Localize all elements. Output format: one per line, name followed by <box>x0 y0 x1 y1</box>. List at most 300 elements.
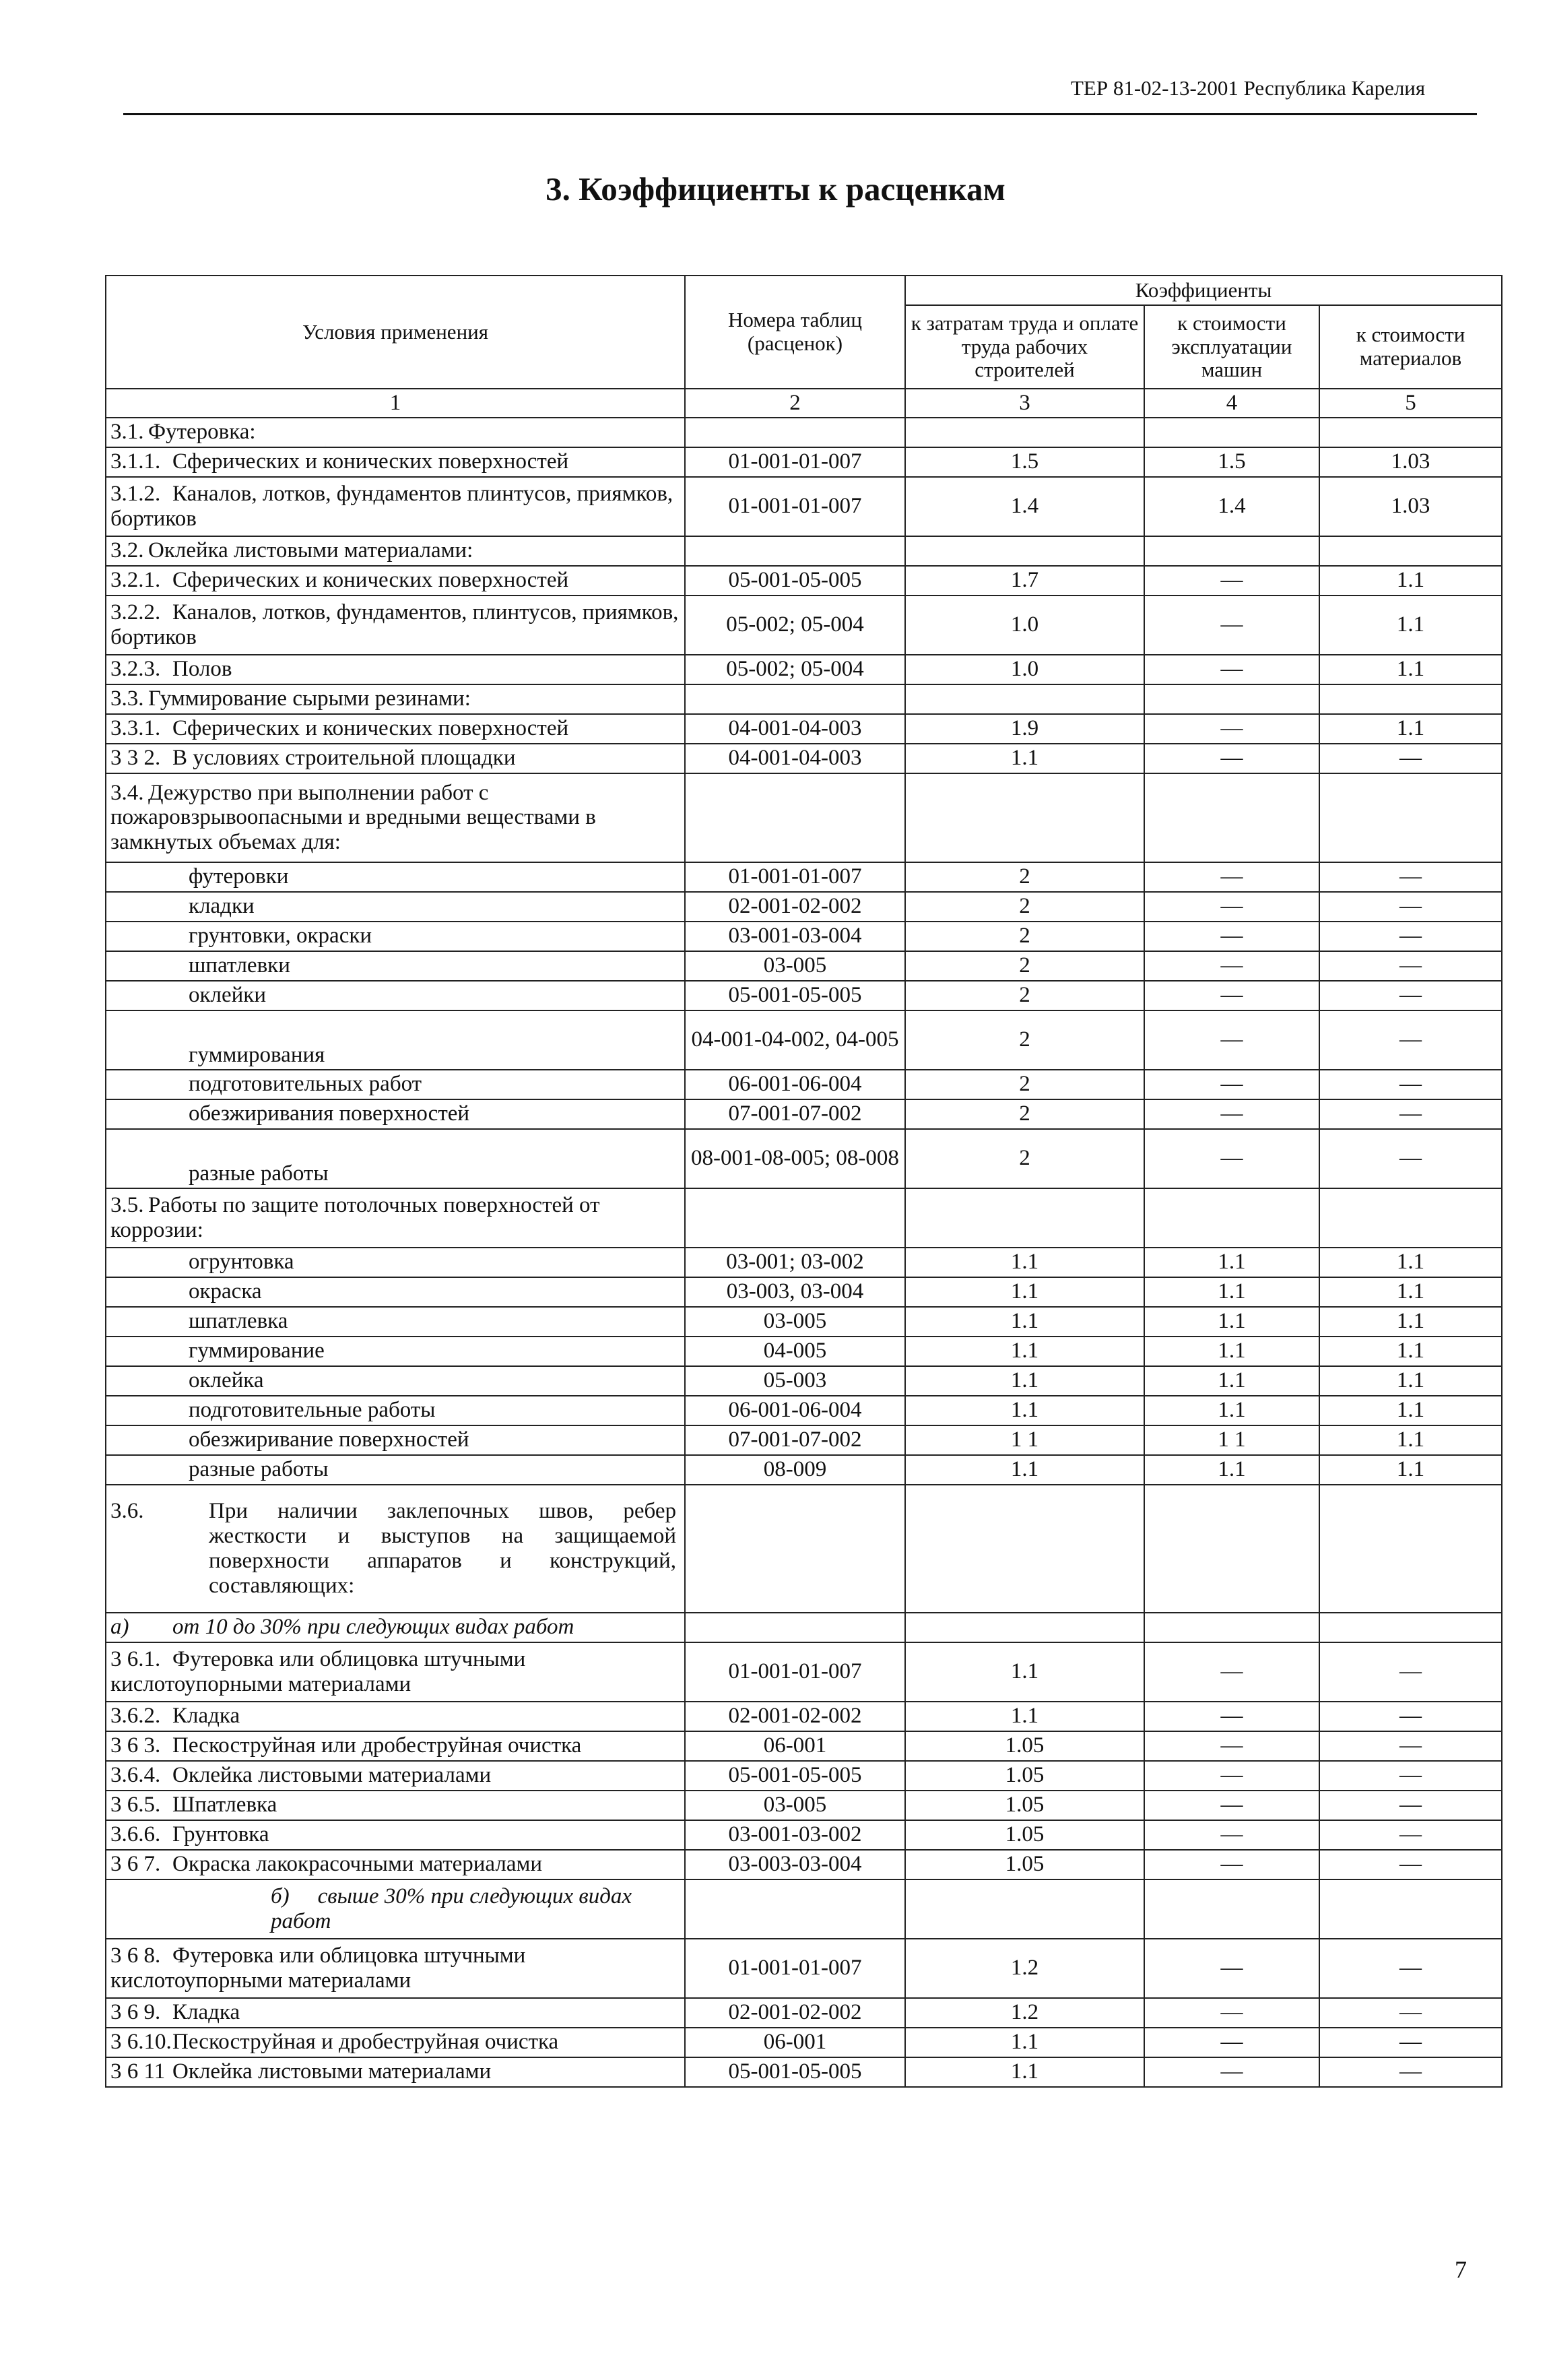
column-index-5: 5 <box>1319 389 1502 418</box>
table-row <box>106 1425 1502 1455</box>
materials-coefficient-cell: 1.03 <box>1319 447 1502 477</box>
table-row <box>106 1188 1502 1248</box>
machines-coefficient-cell <box>1144 773 1319 862</box>
row-text: подготовительные работы <box>189 1398 436 1423</box>
materials-coefficient-cell: — <box>1319 862 1502 892</box>
table-numbers-cell: 01-001-01-007 <box>685 1939 905 1998</box>
table-numbers-cell: 02-001-02-002 <box>685 892 905 922</box>
materials-coefficient-cell: — <box>1319 1070 1502 1099</box>
table-row <box>106 566 1502 596</box>
row-text: Пескоструйная или дробеструйная очистка <box>172 1733 582 1758</box>
coefficients-table <box>105 275 1503 2088</box>
labor-coefficient-cell: 1.1 <box>905 1366 1144 1396</box>
table-row <box>106 1010 1502 1070</box>
row-number: 3 6.10. <box>110 2030 172 2055</box>
condition-cell <box>106 1761 685 1791</box>
materials-coefficient-cell: — <box>1319 2028 1502 2057</box>
table-numbers-cell: 05-001-05-005 <box>685 566 905 596</box>
machines-coefficient-cell: — <box>1144 1761 1319 1791</box>
labor-coefficient-cell: 2 <box>905 1099 1144 1129</box>
row-text: огрунтовка <box>189 1250 294 1275</box>
materials-coefficient-cell: 1.1 <box>1319 1307 1502 1337</box>
labor-coefficient-cell: 1.1 <box>905 1455 1144 1485</box>
materials-coefficient-cell <box>1319 1188 1502 1248</box>
table-row <box>106 1731 1502 1761</box>
machines-coefficient-cell <box>1144 1485 1319 1613</box>
labor-coefficient-cell: 1.4 <box>905 477 1144 536</box>
labor-coefficient-cell: 1.05 <box>905 1820 1144 1850</box>
machines-coefficient-cell <box>1144 1879 1319 1939</box>
table-numbers-cell <box>685 1188 905 1248</box>
machines-coefficient-cell: — <box>1144 1791 1319 1820</box>
row-number: 3.1.2. <box>110 482 161 506</box>
labor-coefficient-cell: 1 1 <box>905 1425 1144 1455</box>
condition-cell <box>106 1129 685 1188</box>
labor-coefficient-cell <box>905 1485 1144 1613</box>
row-number: а) <box>110 1615 129 1640</box>
machines-coefficient-cell: — <box>1144 1099 1319 1129</box>
table-numbers-cell: 05-001-05-005 <box>685 1761 905 1791</box>
labor-coefficient-cell: 2 <box>905 1129 1144 1188</box>
machines-coefficient-cell: — <box>1144 1850 1319 1879</box>
table-numbers-cell: 03-005 <box>685 951 905 981</box>
labor-coefficient-cell: 1.1 <box>905 2057 1144 2087</box>
table-row <box>106 981 1502 1010</box>
labor-coefficient-cell: 1.0 <box>905 596 1144 655</box>
row-number: 3.3.1. <box>110 716 161 741</box>
header-machines: к стоимости эксплуатации машин <box>1144 305 1319 389</box>
materials-coefficient-cell: — <box>1319 1010 1502 1070</box>
materials-coefficient-cell: — <box>1319 1761 1502 1791</box>
condition-cell <box>106 1939 685 1998</box>
table-numbers-cell: 01-001-01-007 <box>685 477 905 536</box>
row-number: 3 6 8. <box>110 1943 161 1968</box>
table-numbers-cell: 02-001-02-002 <box>685 1998 905 2028</box>
condition-cell <box>106 744 685 773</box>
machines-coefficient-cell: — <box>1144 862 1319 892</box>
condition-cell <box>106 1850 685 1879</box>
machines-coefficient-cell: — <box>1144 596 1319 655</box>
labor-coefficient-cell: 2 <box>905 862 1144 892</box>
condition-cell <box>106 1425 685 1455</box>
table-row <box>106 1070 1502 1099</box>
table-numbers-cell: 04-001-04-003 <box>685 744 905 773</box>
table-row <box>106 1455 1502 1485</box>
table-row <box>106 951 1502 981</box>
table-numbers-cell <box>685 1485 905 1613</box>
materials-coefficient-cell: 1.03 <box>1319 477 1502 536</box>
labor-coefficient-cell: 1.1 <box>905 1702 1144 1731</box>
table-row <box>106 1485 1502 1613</box>
machines-coefficient-cell: — <box>1144 1129 1319 1188</box>
header-coefficients: Коэффициенты <box>905 276 1502 305</box>
table-numbers-cell: 03-003, 03-004 <box>685 1277 905 1307</box>
labor-coefficient-cell: 1.9 <box>905 714 1144 744</box>
row-text: Шпатлевка <box>172 1793 277 1818</box>
table-row <box>106 862 1502 892</box>
machines-coefficient-cell: 1.1 <box>1144 1337 1319 1366</box>
header-materials: к стоимости материалов <box>1319 305 1502 389</box>
condition-cell <box>106 951 685 981</box>
materials-coefficient-cell <box>1319 418 1502 447</box>
row-text: кладки <box>189 894 255 919</box>
table-numbers-cell: 01-001-01-007 <box>685 862 905 892</box>
condition-cell <box>106 1613 685 1642</box>
header-table-numbers: Номера таблиц (расценок) <box>685 276 905 389</box>
row-text: разные работы <box>189 1161 329 1186</box>
labor-coefficient-cell: 2 <box>905 981 1144 1010</box>
labor-coefficient-cell <box>905 1613 1144 1642</box>
header-labor: к затратам труда и оплате труда рабочих строителей <box>905 305 1144 389</box>
labor-coefficient-cell: 1.1 <box>905 744 1144 773</box>
table-numbers-cell: 03-005 <box>685 1791 905 1820</box>
machines-coefficient-cell: — <box>1144 1998 1319 2028</box>
row-number: 3 6.1. <box>110 1647 161 1671</box>
table-row <box>106 536 1502 566</box>
condition-cell <box>106 1485 685 1613</box>
row-number: 3.1.1. <box>110 449 161 474</box>
table-row <box>106 2028 1502 2057</box>
table-row <box>106 1099 1502 1129</box>
row-text: шпатлевка <box>189 1309 288 1334</box>
table-numbers-cell: 03-001-03-002 <box>685 1820 905 1850</box>
labor-coefficient-cell: 1.2 <box>905 1998 1144 2028</box>
table-numbers-cell <box>685 418 905 447</box>
table-row <box>106 1998 1502 2028</box>
machines-coefficient-cell: — <box>1144 1939 1319 1998</box>
table-numbers-cell: 05-002; 05-004 <box>685 655 905 684</box>
materials-coefficient-cell: — <box>1319 1998 1502 2028</box>
condition-cell <box>106 773 685 862</box>
table-numbers-cell: 05-001-05-005 <box>685 981 905 1010</box>
row-number: 3 6 7. <box>110 1852 161 1877</box>
table-row <box>106 1939 1502 1998</box>
table-row <box>106 477 1502 536</box>
condition-cell <box>106 1277 685 1307</box>
table-row <box>106 892 1502 922</box>
labor-coefficient-cell: 1.7 <box>905 566 1144 596</box>
materials-coefficient-cell: 1.1 <box>1319 714 1502 744</box>
table-numbers-cell: 08-001-08-005; 08-008 <box>685 1129 905 1188</box>
row-text: Грунтовка <box>172 1822 269 1847</box>
labor-coefficient-cell <box>905 1879 1144 1939</box>
condition-cell <box>106 1455 685 1485</box>
row-number: 3.6.4. <box>110 1763 161 1788</box>
row-number: 3.6.6. <box>110 1822 161 1847</box>
row-text: свыше 30% при следующих видах работ <box>271 1884 632 1933</box>
table-numbers-cell: 07-001-07-002 <box>685 1099 905 1129</box>
table-row <box>106 1820 1502 1850</box>
table-row <box>106 1277 1502 1307</box>
labor-coefficient-cell: 1.1 <box>905 1277 1144 1307</box>
table-row <box>106 1337 1502 1366</box>
row-text: обезжиривания поверхностей <box>189 1101 470 1126</box>
condition-cell <box>106 447 685 477</box>
row-text: Футеровка или облицовка штучными кислотоупорными материалами <box>110 1943 526 1993</box>
column-index-2: 2 <box>685 389 905 418</box>
condition-cell <box>106 684 685 714</box>
materials-coefficient-cell: — <box>1319 1731 1502 1761</box>
machines-coefficient-cell: — <box>1144 951 1319 981</box>
machines-coefficient-cell: — <box>1144 566 1319 596</box>
labor-coefficient-cell: 1.1 <box>905 1396 1144 1425</box>
table-row <box>106 418 1502 447</box>
row-number: 3 3 2. <box>110 746 161 771</box>
condition-cell <box>106 596 685 655</box>
labor-coefficient-cell: 2 <box>905 892 1144 922</box>
table-numbers-cell: 08-009 <box>685 1455 905 1485</box>
machines-coefficient-cell: — <box>1144 1070 1319 1099</box>
table-row <box>106 1702 1502 1731</box>
labor-coefficient-cell <box>905 773 1144 862</box>
condition-cell <box>106 1791 685 1820</box>
table-numbers-cell <box>685 684 905 714</box>
condition-cell <box>106 2057 685 2087</box>
labor-coefficient-cell: 1.05 <box>905 1761 1144 1791</box>
row-text: Сферических и конических поверхностей <box>172 716 569 741</box>
condition-cell <box>106 1642 685 1702</box>
labor-coefficient-cell: 1.5 <box>905 447 1144 477</box>
condition-cell <box>106 1337 685 1366</box>
labor-coefficient-cell: 2 <box>905 1010 1144 1070</box>
table-numbers-cell: 06-001 <box>685 1731 905 1761</box>
machines-coefficient-cell: 1.4 <box>1144 477 1319 536</box>
condition-cell <box>106 1010 685 1070</box>
materials-coefficient-cell: 1.1 <box>1319 1425 1502 1455</box>
table-row <box>106 1879 1502 1939</box>
header-conditions: Условия применения <box>106 276 685 389</box>
row-text: Оклейка листовыми материалами <box>172 2059 492 2084</box>
materials-coefficient-cell: 1.1 <box>1319 1366 1502 1396</box>
table-numbers-cell <box>685 1879 905 1939</box>
machines-coefficient-cell: — <box>1144 1820 1319 1850</box>
machines-coefficient-cell: — <box>1144 981 1319 1010</box>
materials-coefficient-cell: 1.1 <box>1319 566 1502 596</box>
table-numbers-cell: 07-001-07-002 <box>685 1425 905 1455</box>
materials-coefficient-cell: 1.1 <box>1319 1248 1502 1277</box>
condition-cell <box>106 922 685 951</box>
labor-coefficient-cell: 1.05 <box>905 1791 1144 1820</box>
row-text: Футеровка или облицовка штучными кислотоупорными материалами <box>110 1647 526 1696</box>
condition-cell <box>106 892 685 922</box>
machines-coefficient-cell: 1.1 <box>1144 1307 1319 1337</box>
row-text: Сферических и конических поверхностей <box>172 449 569 474</box>
row-text: Оклейка листовыми материалами <box>172 1763 492 1788</box>
table-numbers-cell: 06-001-06-004 <box>685 1396 905 1425</box>
labor-coefficient-cell: 1.1 <box>905 1642 1144 1702</box>
table-row <box>106 1366 1502 1396</box>
row-number: 3.3. <box>110 686 144 711</box>
condition-cell <box>106 714 685 744</box>
table-row <box>106 744 1502 773</box>
materials-coefficient-cell: — <box>1319 922 1502 951</box>
table-row <box>106 1850 1502 1879</box>
table-numbers-cell: 05-001-05-005 <box>685 2057 905 2087</box>
materials-coefficient-cell <box>1319 684 1502 714</box>
materials-coefficient-cell: — <box>1319 1791 1502 1820</box>
row-number: 3.6. <box>110 1499 144 1524</box>
row-number: б) <box>271 1884 290 1908</box>
column-index-3: 3 <box>905 389 1144 418</box>
machines-coefficient-cell: 1 1 <box>1144 1425 1319 1455</box>
condition-cell <box>106 1070 685 1099</box>
condition-cell <box>106 1879 685 1939</box>
row-text: В условиях строительной площадки <box>172 746 516 771</box>
labor-coefficient-cell <box>905 684 1144 714</box>
labor-coefficient-cell: 1.05 <box>905 1731 1144 1761</box>
row-text: Кладка <box>172 2000 240 2025</box>
table-numbers-cell: 04-005 <box>685 1337 905 1366</box>
row-text: Гуммирование сырыми резинами: <box>148 686 471 711</box>
table-row <box>106 714 1502 744</box>
condition-cell <box>106 655 685 684</box>
table-row <box>106 2057 1502 2087</box>
labor-coefficient-cell: 1.1 <box>905 2028 1144 2057</box>
table-numbers-cell: 06-001 <box>685 2028 905 2057</box>
page-number: 7 <box>1455 2256 1467 2283</box>
row-number: 3 6.5. <box>110 1793 161 1818</box>
table-numbers-cell: 04-001-04-002, 04-005 <box>685 1010 905 1070</box>
condition-cell <box>106 418 685 447</box>
machines-coefficient-cell <box>1144 684 1319 714</box>
condition-cell <box>106 862 685 892</box>
row-text: Каналов, лотков, фундаментов, плинтусов, приямков, бортиков <box>110 600 679 649</box>
row-text: Оклейка листовыми материалами: <box>148 538 473 563</box>
labor-coefficient-cell: 2 <box>905 951 1144 981</box>
row-number: 3 6 9. <box>110 2000 161 2025</box>
materials-coefficient-cell: 1.1 <box>1319 1337 1502 1366</box>
row-number: 3.1. <box>110 420 144 445</box>
materials-coefficient-cell <box>1319 773 1502 862</box>
machines-coefficient-cell: 1.1 <box>1144 1248 1319 1277</box>
table-numbers-cell <box>685 1613 905 1642</box>
machines-coefficient-cell: — <box>1144 892 1319 922</box>
materials-coefficient-cell: 1.1 <box>1319 1396 1502 1425</box>
condition-cell <box>106 1188 685 1248</box>
table-numbers-cell: 03-003-03-004 <box>685 1850 905 1879</box>
table-numbers-cell: 05-003 <box>685 1366 905 1396</box>
condition-cell <box>106 1248 685 1277</box>
row-text: гуммирования <box>189 1043 325 1067</box>
labor-coefficient-cell <box>905 1188 1144 1248</box>
materials-coefficient-cell: 1.1 <box>1319 1277 1502 1307</box>
row-number: 3.2.2. <box>110 600 161 624</box>
table-row <box>106 596 1502 655</box>
table-numbers-cell: 06-001-06-004 <box>685 1070 905 1099</box>
materials-coefficient-cell: — <box>1319 2057 1502 2087</box>
page-title: 3. Коэффициенты к расценкам <box>546 170 1005 207</box>
labor-coefficient-cell: 1.05 <box>905 1850 1144 1879</box>
row-number: 3.6.2. <box>110 1704 161 1729</box>
machines-coefficient-cell: 1.1 <box>1144 1366 1319 1396</box>
machines-coefficient-cell: — <box>1144 655 1319 684</box>
row-text: Окраска лакокрасочными материалами <box>172 1852 543 1877</box>
machines-coefficient-cell: — <box>1144 744 1319 773</box>
condition-cell <box>106 981 685 1010</box>
column-index-4: 4 <box>1144 389 1319 418</box>
row-text: грунтовки, окраски <box>189 924 372 948</box>
machines-coefficient-cell: — <box>1144 1642 1319 1702</box>
row-number: 3.5. <box>110 1193 144 1217</box>
condition-cell <box>106 536 685 566</box>
table-numbers-cell: 03-001; 03-002 <box>685 1248 905 1277</box>
row-number: 3.2.1. <box>110 568 161 593</box>
materials-coefficient-cell: — <box>1319 892 1502 922</box>
table-row <box>106 655 1502 684</box>
table-numbers-cell <box>685 773 905 862</box>
labor-coefficient-cell: 1.1 <box>905 1248 1144 1277</box>
machines-coefficient-cell: — <box>1144 1010 1319 1070</box>
document-code-header: ТЕР 81-02-13-2001 Республика Карелия <box>1071 76 1426 100</box>
condition-cell <box>106 1307 685 1337</box>
table-row <box>106 773 1502 862</box>
row-text: При наличии заклепочных швов, ребер жесткости и выступов на защищаемой поверхности аппаратов и конструкций, составляющих: <box>209 1499 676 1598</box>
machines-coefficient-cell <box>1144 536 1319 566</box>
table-numbers-cell: 03-005 <box>685 1307 905 1337</box>
table-row <box>106 684 1502 714</box>
machines-coefficient-cell: — <box>1144 1702 1319 1731</box>
row-text: окраска <box>189 1279 262 1304</box>
row-text: Работы по защите потолочных поверхностей от коррозии: <box>110 1193 600 1242</box>
table-numbers-cell: 01-001-01-007 <box>685 1642 905 1702</box>
table-row <box>106 1791 1502 1820</box>
materials-coefficient-cell: 1.1 <box>1319 1455 1502 1485</box>
machines-coefficient-cell: 1.1 <box>1144 1277 1319 1307</box>
row-text: от 10 до 30% при следующих видах работ <box>172 1615 574 1640</box>
materials-coefficient-cell: — <box>1319 1129 1502 1188</box>
materials-coefficient-cell: — <box>1319 1099 1502 1129</box>
row-number: 3.2. <box>110 538 144 563</box>
row-text: оклейка <box>189 1368 264 1393</box>
machines-coefficient-cell: — <box>1144 714 1319 744</box>
row-text: шпатлевки <box>189 953 290 978</box>
condition-cell <box>106 2028 685 2057</box>
materials-coefficient-cell: 1.1 <box>1319 655 1502 684</box>
labor-coefficient-cell: 1.1 <box>905 1337 1144 1366</box>
machines-coefficient-cell: — <box>1144 922 1319 951</box>
condition-cell <box>106 1731 685 1761</box>
row-text: Полов <box>172 657 232 682</box>
machines-coefficient-cell <box>1144 418 1319 447</box>
row-text: гуммирование <box>189 1339 325 1363</box>
materials-coefficient-cell: — <box>1319 1850 1502 1879</box>
materials-coefficient-cell <box>1319 1485 1502 1613</box>
labor-coefficient-cell <box>905 536 1144 566</box>
materials-coefficient-cell: — <box>1319 1820 1502 1850</box>
row-text: разные работы <box>189 1457 329 1482</box>
materials-coefficient-cell: — <box>1319 981 1502 1010</box>
condition-cell <box>106 1396 685 1425</box>
machines-coefficient-cell <box>1144 1188 1319 1248</box>
table-row <box>106 922 1502 951</box>
row-text: Футеровка: <box>148 420 256 445</box>
row-text: Пескоструйная и дробеструйная очистка <box>172 2030 559 2055</box>
table-numbers-cell: 02-001-02-002 <box>685 1702 905 1731</box>
table-row <box>106 1307 1502 1337</box>
row-text: Дежурство при выполнении работ с пожаровзрывоопасными и вредными веществами в замкнутых объемах для: <box>110 780 596 855</box>
materials-coefficient-cell <box>1319 536 1502 566</box>
condition-cell <box>106 477 685 536</box>
condition-cell <box>106 1998 685 2028</box>
materials-coefficient-cell: — <box>1319 1702 1502 1731</box>
table-numbers-cell: 03-001-03-004 <box>685 922 905 951</box>
table-row <box>106 1129 1502 1188</box>
machines-coefficient-cell: — <box>1144 2057 1319 2087</box>
labor-coefficient-cell: 1.1 <box>905 1307 1144 1337</box>
table-numbers-cell: 05-002; 05-004 <box>685 596 905 655</box>
row-number: 3 6 11 <box>110 2059 166 2084</box>
materials-coefficient-cell: 1.1 <box>1319 596 1502 655</box>
